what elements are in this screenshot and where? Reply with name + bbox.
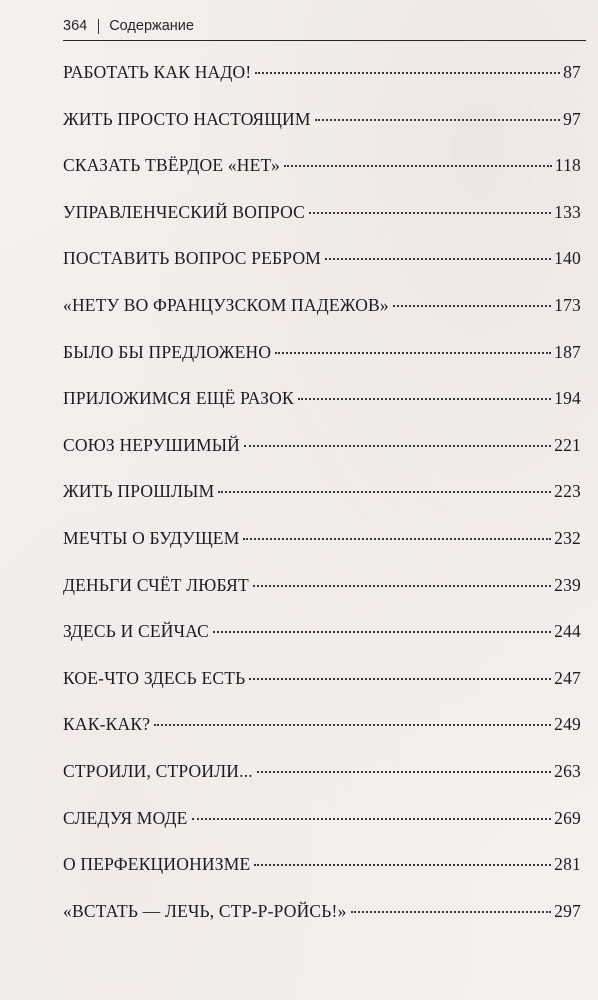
toc-entry-page: 133 — [554, 201, 581, 222]
dot-leader — [275, 351, 551, 354]
dot-leader — [315, 118, 560, 121]
toc-entry-page: 221 — [554, 434, 581, 455]
toc-entry — [63, 62, 581, 109]
toc-entry-page: 223 — [554, 481, 581, 502]
toc-entry-title: ЖИТЬ ПРОСТО НАСТОЯЩИМ — [63, 108, 311, 129]
header-rule — [63, 40, 586, 41]
dot-leader — [298, 397, 551, 400]
dot-leader — [393, 304, 551, 307]
toc-entry — [63, 714, 581, 761]
dot-leader — [154, 723, 551, 726]
dot-leader — [249, 677, 551, 680]
toc-entry-page: 194 — [554, 388, 581, 409]
toc-entry-title: ЖИТЬ ПРОШЛЫМ — [63, 481, 215, 502]
dot-leader — [309, 211, 551, 214]
toc-entry — [63, 808, 581, 855]
toc-entry — [63, 435, 581, 482]
dot-leader — [284, 164, 552, 167]
section-title: Содержание — [109, 18, 194, 34]
dot-leader — [325, 257, 551, 260]
toc-entry-page: 269 — [554, 807, 581, 828]
toc-entry — [63, 342, 581, 389]
toc-entry-title: ПОСТАВИТЬ ВОПРОС РЕБРОМ — [63, 248, 322, 269]
toc-entry-title: ПРИЛОЖИМСЯ ЕЩЁ РАЗОК — [63, 388, 294, 409]
toc-entry-page: 244 — [554, 621, 581, 642]
toc-entry-title: ДЕНЬГИ СЧЁТ ЛЮБЯТ — [63, 574, 249, 595]
dot-leader — [254, 863, 551, 866]
toc-entry-page: 173 — [554, 294, 581, 315]
toc-entry-title: «НЕТУ ВО ФРАНЦУЗСКОМ ПАДЕЖОВ» — [63, 294, 389, 315]
header-separator — [98, 19, 99, 34]
toc-entry-title: ЗДЕСЬ И СЕЙЧАС — [63, 621, 210, 642]
toc-entry-title: КОЕ-ЧТО ЗДЕСЬ ЕСТЬ — [63, 667, 246, 688]
running-header — [63, 14, 194, 38]
toc-entry — [63, 901, 581, 948]
toc-entry-page: 281 — [554, 854, 581, 875]
toc-entry-page: 97 — [563, 108, 581, 129]
toc-entry — [63, 202, 581, 249]
toc-entry-page: 140 — [554, 248, 581, 269]
toc-entry-page: 232 — [554, 527, 581, 548]
toc-entry — [63, 155, 581, 202]
dot-leader — [351, 910, 552, 913]
dot-leader — [218, 490, 551, 493]
dot-leader — [257, 770, 551, 773]
toc-entry-page: 247 — [554, 667, 581, 688]
dot-leader — [192, 817, 552, 820]
toc-entry — [63, 295, 581, 342]
toc-entry-page: 87 — [563, 62, 581, 82]
toc-entry-title: СЛЕДУЯ МОДЕ — [63, 807, 188, 828]
toc-entry — [63, 388, 581, 435]
toc-entry-page: 249 — [554, 714, 581, 735]
toc-entry — [63, 575, 581, 622]
toc-entry-page: 187 — [554, 341, 581, 362]
toc-entry-title: СОЮЗ НЕРУШИМЫЙ — [63, 434, 241, 455]
toc-entry — [63, 248, 581, 295]
toc-entry-title: СТРОИЛИ, СТРОИЛИ... — [63, 760, 253, 781]
toc-entry-title: О ПЕРФЕКЦИОНИЗМЕ — [63, 854, 251, 875]
toc-entry-page: 118 — [554, 155, 581, 176]
toc-entry-title: КАК-КАК? — [63, 714, 151, 735]
toc-entry-title: СКАЗАТЬ ТВЁРДОЕ «НЕТ» — [63, 155, 280, 176]
toc-entry — [63, 668, 581, 715]
toc-entry — [63, 481, 581, 528]
toc-entry — [63, 109, 581, 156]
toc-entry-title: БЫЛО БЫ ПРЕДЛОЖЕНО — [63, 341, 272, 362]
toc-entry — [63, 761, 581, 808]
toc-entry-title: РАБОТАТЬ КАК НАДО! — [63, 62, 252, 82]
dot-leader — [253, 584, 551, 587]
toc-entry-title: УПРАВЛЕНЧЕСКИЙ ВОПРОС — [63, 201, 306, 222]
dot-leader — [244, 444, 551, 447]
toc-entry-page: 297 — [554, 900, 581, 921]
toc-entry — [63, 621, 581, 668]
dot-leader — [255, 71, 560, 74]
dot-leader — [243, 537, 551, 540]
toc-entry-title: МЕЧТЫ О БУДУЩЕМ — [63, 527, 240, 548]
toc-entry-page: 239 — [554, 574, 581, 595]
toc-entry — [63, 528, 581, 575]
toc-entry — [63, 854, 581, 901]
toc-entry-title: «ВСТАТЬ — ЛЕЧЬ, СТР-Р-РОЙСЬ!» — [63, 900, 347, 921]
dot-leader — [213, 630, 551, 633]
table-of-contents — [63, 62, 581, 947]
toc-entry-page: 263 — [554, 760, 581, 781]
page-number: 364 — [63, 18, 88, 34]
